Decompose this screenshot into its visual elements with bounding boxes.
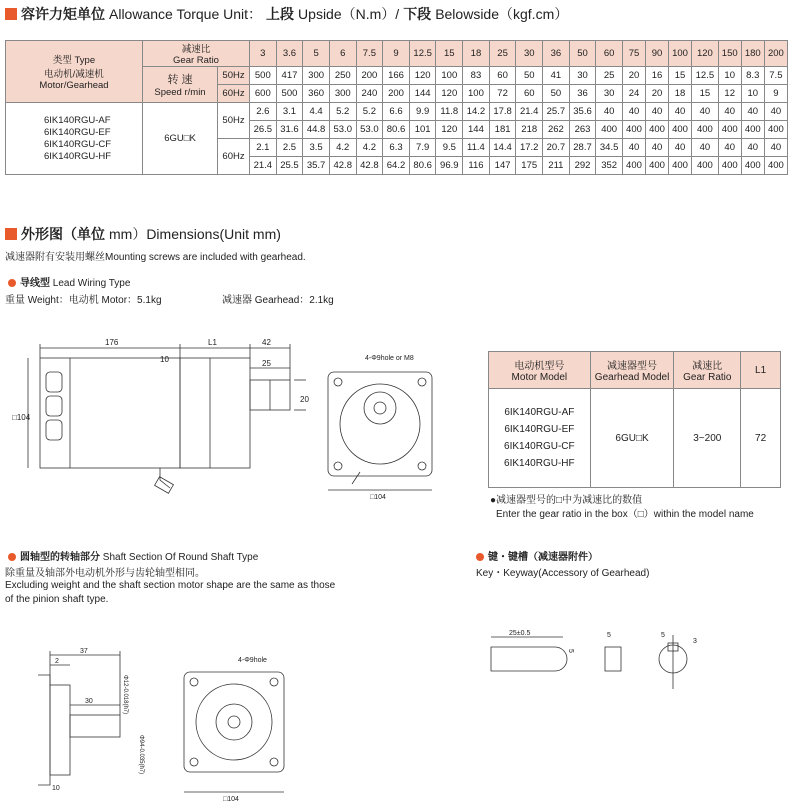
- rs-dim-37: 37: [80, 648, 88, 655]
- torque-cell: 35.6: [569, 103, 596, 121]
- key-title-en: Key・Keyway(Accessory of Gearhead): [476, 568, 650, 579]
- key-dim-25: 25±0.5: [509, 630, 531, 637]
- torque-cell: 25.7: [543, 103, 570, 121]
- torque-cell: 40: [692, 139, 719, 157]
- torque-cell: 40: [646, 103, 669, 121]
- ratio-cell: 3: [250, 41, 277, 67]
- torque-cell: 26.5: [250, 121, 277, 139]
- torque-cell: 17.8: [489, 103, 516, 121]
- torque-cell: 40: [741, 103, 764, 121]
- torque-cell: 3.5: [303, 139, 330, 157]
- torque-cell: 400: [692, 157, 719, 175]
- torque-cell: 147: [489, 157, 516, 175]
- torque-cell: 400: [718, 121, 741, 139]
- dim-176: 176: [105, 338, 119, 347]
- model-note-en: Enter the gear ratio in the box（□）within the model name: [496, 509, 754, 520]
- round-desc-en1: Excluding weight and the shaft section motor shape are the same as those: [5, 580, 336, 591]
- gearhead-model: 6GU□K: [143, 103, 218, 175]
- torque-cell: 116: [463, 157, 490, 175]
- torque-cell: 400: [646, 157, 669, 175]
- speed-cell: 16: [646, 67, 669, 85]
- dim-l1: L1: [208, 338, 217, 347]
- bullet-icon: [476, 553, 484, 561]
- torque-cell: 40: [669, 103, 692, 121]
- torque-cell: 20.7: [543, 139, 570, 157]
- torque-cell: 31.6: [276, 121, 303, 139]
- speed-cell: 144: [409, 85, 436, 103]
- ratio-cell: 75: [622, 41, 645, 67]
- speed-cell: 100: [436, 67, 463, 85]
- rs-dim-104: □104: [223, 796, 239, 803]
- ratio-cell: 50: [569, 41, 596, 67]
- gear-ratio-header: 减速比 Gear Ratio: [674, 352, 741, 389]
- motor-model-header: 电动机型号 Motor Model: [489, 352, 591, 389]
- speed-cell: 25: [596, 67, 623, 85]
- speed-cell: 8.3: [741, 67, 764, 85]
- rs-dim-2: 2: [55, 658, 59, 665]
- speed-cell: 300: [303, 67, 330, 85]
- torque-cell: 42.8: [356, 157, 383, 175]
- torque-upper-en: Upside（N.m）/: [298, 6, 400, 22]
- speed-cell: 15: [692, 85, 719, 103]
- torque-cell: 101: [409, 121, 436, 139]
- torque-lower-en: Belowside（kgf.cm）: [435, 6, 569, 22]
- torque-cell: 96.9: [436, 157, 463, 175]
- torque-cell: 21.4: [250, 157, 277, 175]
- dim-42: 42: [262, 338, 271, 347]
- torque-cell: 400: [741, 157, 764, 175]
- speed-cell: 41: [543, 67, 570, 85]
- torque-cell: 35.7: [303, 157, 330, 175]
- torque-cell: 400: [622, 121, 645, 139]
- torque-cell: 40: [692, 103, 719, 121]
- gearhead-weight: 减速器 Gearhead：2.1kg: [222, 295, 334, 306]
- torque-cell: 400: [669, 157, 692, 175]
- key-heading: 键・键槽（减速器附件）: [476, 548, 598, 563]
- torque-cell: 11.8: [436, 103, 463, 121]
- bullet-icon: [8, 553, 16, 561]
- torque-cell: 40: [764, 139, 787, 157]
- torque-cell: 400: [741, 121, 764, 139]
- torque-cell: 40: [741, 139, 764, 157]
- torque-cell: 400: [596, 121, 623, 139]
- round-shaft-front-view: [178, 650, 293, 805]
- speed-cell: 60: [516, 85, 543, 103]
- speed-cell: 20: [622, 67, 645, 85]
- torque-cell: 34.5: [596, 139, 623, 157]
- torque-section-title: [5, 4, 568, 24]
- torque-cell: 292: [569, 157, 596, 175]
- torque-cell: 6.3: [383, 139, 410, 157]
- round-shaft-heading: 圆轴型的转轴部分 Shaft Section Of Round Shaft Type: [8, 548, 258, 563]
- model-list: 6IK140RGU-AF 6IK140RGU-EF 6IK140RGU-CF 6IK140RGU-HF: [6, 103, 143, 175]
- rs-shaft94: Φ94-0.035(h7): [138, 735, 144, 775]
- l1-cell: 72: [741, 389, 781, 488]
- dims-section-title: [5, 224, 281, 244]
- model-note-cn: ●减速器型号的□中为减速比的数值: [490, 495, 643, 506]
- torque-cell: 4.2: [329, 139, 356, 157]
- speed-header: 转 速 Speed r/min: [143, 67, 218, 103]
- key-dim-5c: 5: [661, 632, 665, 639]
- torque-cell: 44.8: [303, 121, 330, 139]
- speed-cell: 417: [276, 67, 303, 85]
- torque-cell: 40: [596, 103, 623, 121]
- dim-10: 10: [160, 355, 169, 364]
- ratio-cell: 150: [718, 41, 741, 67]
- torque-cell: 42.8: [329, 157, 356, 175]
- motor-weight: 重量 Weight：电动机 Motor：5.1kg: [5, 295, 162, 306]
- torque-lower-cn: 下段: [403, 6, 432, 22]
- torque-cell: 5.2: [356, 103, 383, 121]
- ratio-cell: 3.6: [276, 41, 303, 67]
- torque-upper-cn: 上段: [266, 6, 295, 22]
- torque-cell: 53.0: [356, 121, 383, 139]
- torque-title-cn: 容许力矩单位: [21, 6, 105, 22]
- speed-cell: 50: [543, 85, 570, 103]
- ratio-cell: 18: [463, 41, 490, 67]
- ratio-cell: 12.5: [409, 41, 436, 67]
- ratio-cell: 25: [489, 41, 516, 67]
- speed-cell: 83: [463, 67, 490, 85]
- bullet-icon: [8, 279, 16, 287]
- speed-cell: 12: [718, 85, 741, 103]
- hz60-label: 60Hz: [218, 85, 250, 103]
- torque-cell: 40: [718, 103, 741, 121]
- torque-cell: 40: [764, 103, 787, 121]
- torque-cell: 40: [669, 139, 692, 157]
- ratio-cell: 120: [692, 41, 719, 67]
- key-dim-5b: 5: [607, 632, 611, 639]
- torque-cell: 400: [646, 121, 669, 139]
- torque-cell: 352: [596, 157, 623, 175]
- model-table: [488, 351, 781, 488]
- dim-20: 20: [300, 395, 309, 404]
- hole-label: 4-Φ9hole or M8: [365, 355, 414, 362]
- torque-table: [5, 40, 788, 175]
- section-square-icon: [5, 8, 17, 20]
- torque-cell: 4.2: [356, 139, 383, 157]
- round-desc-en2: of the pinion shaft type.: [5, 594, 109, 605]
- ratio-cell: 200: [764, 41, 787, 67]
- dims-title-cn: 外形图（单位: [21, 226, 105, 242]
- torque-cell: 262: [543, 121, 570, 139]
- ratio-cell: 7.5: [356, 41, 383, 67]
- ratio-cell: 6: [329, 41, 356, 67]
- speed-cell: 9: [764, 85, 787, 103]
- torque-cell: 211: [543, 157, 570, 175]
- speed-cell: 166: [383, 67, 410, 85]
- torque-cell: 4.4: [303, 103, 330, 121]
- torque-cell: 263: [569, 121, 596, 139]
- torque-cell: 7.9: [409, 139, 436, 157]
- torque-cell: 40: [646, 139, 669, 157]
- model-cell: 6IK140RGU-AF 6IK140RGU-EF 6IK140RGU-CF 6IK140RGU-HF: [489, 389, 591, 488]
- torque-cell: 21.4: [516, 103, 543, 121]
- torque-cell: 144: [463, 121, 490, 139]
- torque-cell: 9.9: [409, 103, 436, 121]
- key-drawing: [485, 625, 725, 705]
- speed-cell: 500: [250, 67, 277, 85]
- hz60-torque-label: 60Hz: [218, 139, 250, 175]
- speed-cell: 10: [741, 85, 764, 103]
- l1-header: L1: [741, 352, 781, 389]
- speed-cell: 120: [409, 67, 436, 85]
- torque-cell: 400: [622, 157, 645, 175]
- speed-cell: 360: [303, 85, 330, 103]
- key-dim-3: 3: [693, 638, 697, 645]
- torque-cell: 400: [764, 121, 787, 139]
- torque-cell: 80.6: [409, 157, 436, 175]
- torque-cell: 9.5: [436, 139, 463, 157]
- torque-cell: 2.5: [276, 139, 303, 157]
- ratio-cell: 180: [741, 41, 764, 67]
- torque-cell: 181: [489, 121, 516, 139]
- speed-cell: 20: [646, 85, 669, 103]
- torque-cell: 53.0: [329, 121, 356, 139]
- round-shaft-side-drawing: [30, 645, 170, 795]
- ratio-cell: 15: [436, 41, 463, 67]
- lead-type-heading: 导线型 Lead Wiring Type: [8, 274, 130, 289]
- speed-cell: 120: [436, 85, 463, 103]
- gearhead-model-header: 减速器型号 Gearhead Model: [590, 352, 674, 389]
- ratio-cell: 90: [646, 41, 669, 67]
- rs-shaft12: Φ12-0.018(h7): [122, 675, 128, 715]
- torque-cell: 218: [516, 121, 543, 139]
- torque-cell: 2.6: [250, 103, 277, 121]
- torque-cell: 400: [764, 157, 787, 175]
- ratio-cell: 3~200: [674, 389, 741, 488]
- torque-cell: 400: [718, 157, 741, 175]
- ratio-cell: 5: [303, 41, 330, 67]
- torque-cell: 80.6: [383, 121, 410, 139]
- speed-cell: 12.5: [692, 67, 719, 85]
- speed-cell: 18: [669, 85, 692, 103]
- gear-ratio-header: 减速比 Gear Ratio: [143, 41, 250, 67]
- torque-cell: 17.2: [516, 139, 543, 157]
- speed-cell: 100: [463, 85, 490, 103]
- dims-title-en: mm）Dimensions(Unit mm): [109, 226, 281, 242]
- speed-cell: 60: [489, 67, 516, 85]
- torque-cell: 6.6: [383, 103, 410, 121]
- speed-cell: 200: [383, 85, 410, 103]
- torque-cell: 175: [516, 157, 543, 175]
- torque-cell: 400: [669, 121, 692, 139]
- speed-cell: 24: [622, 85, 645, 103]
- round-desc-cn: 除重量及轴部外电动机外形与齿轮轴型相同。: [5, 568, 205, 579]
- torque-cell: 14.2: [463, 103, 490, 121]
- speed-cell: 500: [276, 85, 303, 103]
- rs-hole: 4-Φ9hole: [238, 657, 267, 664]
- mounting-note: 减速器附有安装用螺丝Mounting screws are included with gearhead.: [5, 252, 306, 263]
- torque-cell: 64.2: [383, 157, 410, 175]
- rs-dim-10: 10: [52, 785, 60, 792]
- front-dim-104: □104: [370, 494, 386, 501]
- ratio-cell: 9: [383, 41, 410, 67]
- dim-104: □104: [12, 413, 31, 422]
- torque-cell: 14.4: [489, 139, 516, 157]
- ratio-cell: 36: [543, 41, 570, 67]
- type-header: 类型 Type 电动机/减速机 Motor/Gearhead: [6, 41, 143, 103]
- speed-cell: 30: [569, 67, 596, 85]
- torque-cell: 400: [692, 121, 719, 139]
- speed-cell: 72: [489, 85, 516, 103]
- gearhead-cell: 6GU□K: [590, 389, 674, 488]
- speed-cell: 7.5: [764, 67, 787, 85]
- ratio-cell: 60: [596, 41, 623, 67]
- speed-cell: 600: [250, 85, 277, 103]
- speed-cell: 30: [596, 85, 623, 103]
- speed-cell: 300: [329, 85, 356, 103]
- torque-cell: 40: [622, 103, 645, 121]
- section-square-icon: [5, 228, 17, 240]
- torque-cell: 28.7: [569, 139, 596, 157]
- key-dim-5a: 5: [567, 649, 574, 653]
- speed-cell: 36: [569, 85, 596, 103]
- ratio-cell: 100: [669, 41, 692, 67]
- speed-cell: 240: [356, 85, 383, 103]
- torque-cell: 120: [436, 121, 463, 139]
- speed-cell: 50: [516, 67, 543, 85]
- hz50-torque-label: 50Hz: [218, 103, 250, 139]
- torque-cell: 3.1: [276, 103, 303, 121]
- speed-cell: 250: [329, 67, 356, 85]
- torque-cell: 11.4: [463, 139, 490, 157]
- speed-cell: 200: [356, 67, 383, 85]
- torque-cell: 5.2: [329, 103, 356, 121]
- speed-cell: 10: [718, 67, 741, 85]
- hz50-label: 50Hz: [218, 67, 250, 85]
- torque-cell: 2.1: [250, 139, 277, 157]
- dim-25: 25: [262, 359, 271, 368]
- speed-cell: 15: [669, 67, 692, 85]
- torque-title-en: Allowance Torque Unit：: [109, 6, 263, 22]
- torque-cell: 25.5: [276, 157, 303, 175]
- torque-cell: 40: [718, 139, 741, 157]
- lead-front-view: [320, 352, 450, 502]
- torque-cell: 40: [622, 139, 645, 157]
- ratio-cell: 30: [516, 41, 543, 67]
- rs-dim-30: 30: [85, 698, 93, 705]
